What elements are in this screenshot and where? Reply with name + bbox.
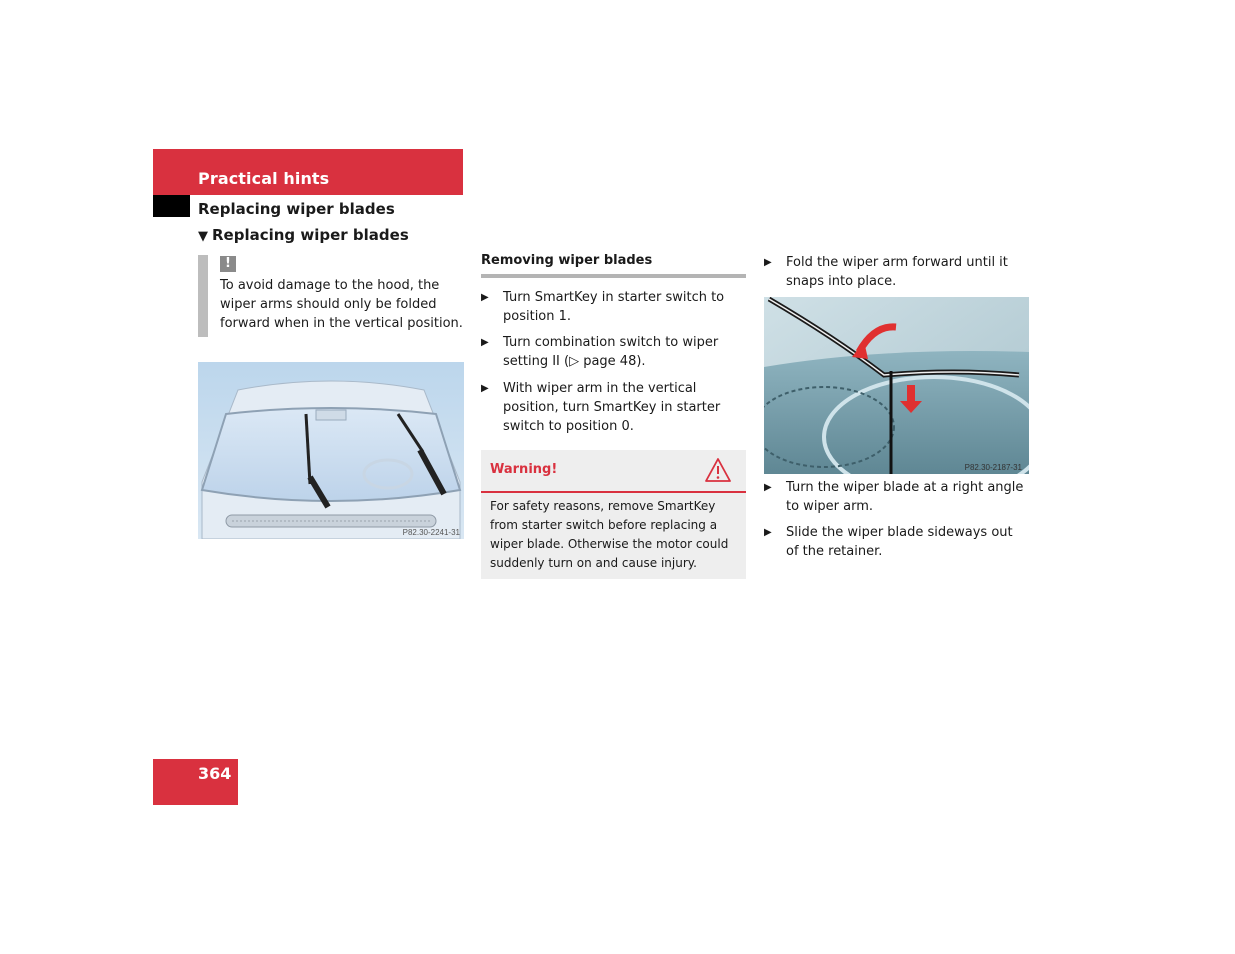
figure2-code: P82.30-2187-31 [964,463,1022,472]
step-text: Turn combination switch to wiper setting II (▷ page 48). [503,335,719,369]
bullet-arrow-icon: ▶ [764,482,772,493]
removing-heading: Removing wiper blades [481,253,746,278]
exclamation-icon: ! [220,256,236,272]
step-text: Slide the wiper blade sideways out of the retainer. [786,525,1013,559]
list-item [764,523,1026,561]
step-text: With wiper arm in the vertical position, turn SmartKey in starter switch to position 0. [503,381,721,434]
subsection-title: Replacing wiper blades [198,200,395,218]
list-item [481,379,748,436]
bullet-arrow-icon: ▶ [764,257,772,268]
topic-title-text: Replacing wiper blades [212,226,409,244]
warning-triangle-icon [705,457,731,483]
topic-title [198,226,409,244]
triangle-down-icon: ▼ [198,229,208,244]
warning-title: Warning! [490,462,558,477]
warning-divider [481,491,746,493]
section-title: Practical hints [198,169,330,188]
step-text: Turn the wiper blade at a right angle to wiper arm. [786,480,1024,514]
list-item [481,288,748,326]
step-text: Turn SmartKey in starter switch to position 1. [503,290,725,324]
wiper-blade-illustration [764,297,1029,474]
list-item [764,253,1026,291]
figure1-code: P82.30-2241-31 [402,528,460,537]
page-number: 364 [198,764,232,783]
note-bar [198,255,208,337]
warning-text: For safety reasons, remove SmartKey from starter switch before replacing a wiper blade. Otherwise the motor could suddenly turn on and cause injury. [490,499,729,570]
list-item [764,478,1026,516]
bullet-arrow-icon: ▶ [481,337,489,348]
note-text: To avoid damage to the hood, the wiper arms should only be folded forward when in the vertical position. [220,278,463,331]
bullet-arrow-icon: ▶ [764,527,772,538]
step-text: Fold the wiper arm forward until it snaps into place. [786,255,1008,289]
bullet-arrow-icon: ▶ [481,292,489,303]
bullet-arrow-icon: ▶ [481,383,489,394]
windshield-illustration [198,362,464,539]
subsection-marker [153,195,190,217]
list-item [481,333,748,371]
